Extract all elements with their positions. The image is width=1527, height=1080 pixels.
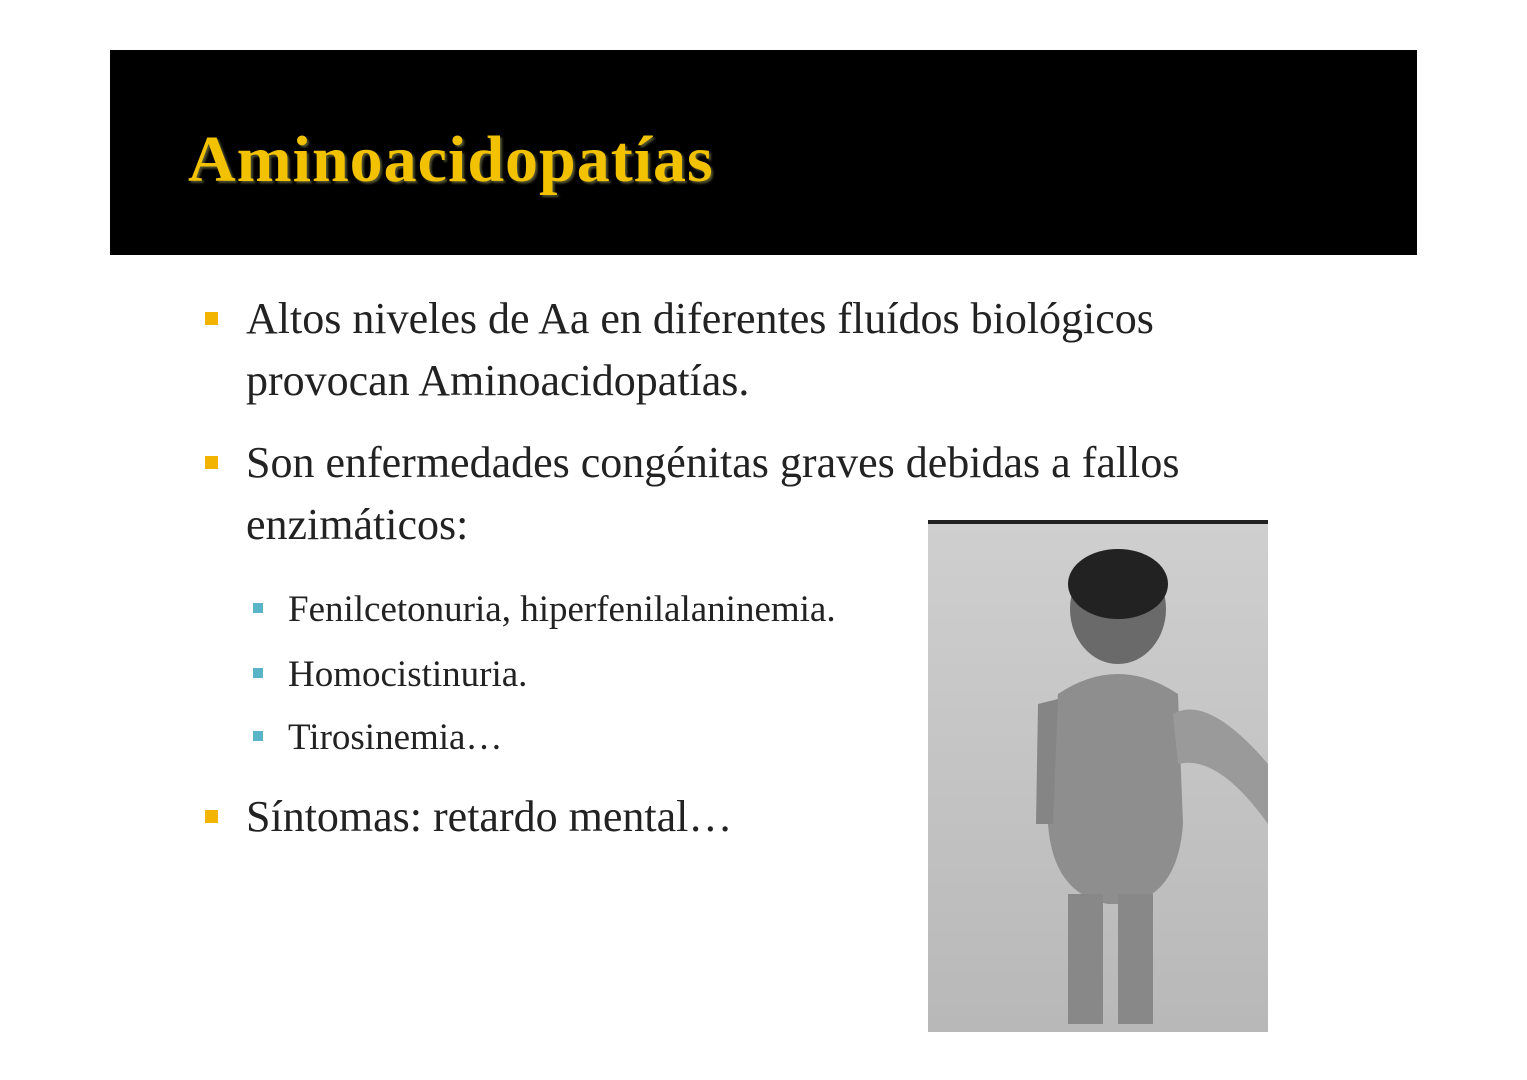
sub-bullet-text: Fenilcetonuria, hiperfenilalaninemia. [288, 589, 836, 630]
bullet-text: Son enfermedades congénitas graves debidas a fallos [246, 438, 1180, 487]
child-figure-image [928, 524, 1268, 1028]
title-bar [110, 50, 1417, 255]
sub-bullet-text: Tirosinemia… [288, 717, 503, 758]
bullet-icon [205, 456, 218, 469]
bullet-icon [205, 810, 218, 823]
bullet-text: provocan Aminoacidopatías. [246, 356, 750, 405]
sub-bullet-icon [253, 603, 263, 613]
sub-bullet-icon [253, 731, 263, 741]
bullet-icon [205, 312, 218, 325]
sub-bullet-icon [253, 668, 263, 678]
bullet-text: Síntomas: retardo mental… [246, 792, 733, 841]
bullet-text: enzimáticos: [246, 500, 469, 549]
patient-photo [928, 520, 1268, 1032]
bullet-text: Altos niveles de Aa en diferentes fluídos biológicos [246, 294, 1154, 343]
sub-bullet-text: Homocistinuria. [288, 654, 528, 695]
slide-title: Aminoacidopatías [188, 123, 714, 196]
